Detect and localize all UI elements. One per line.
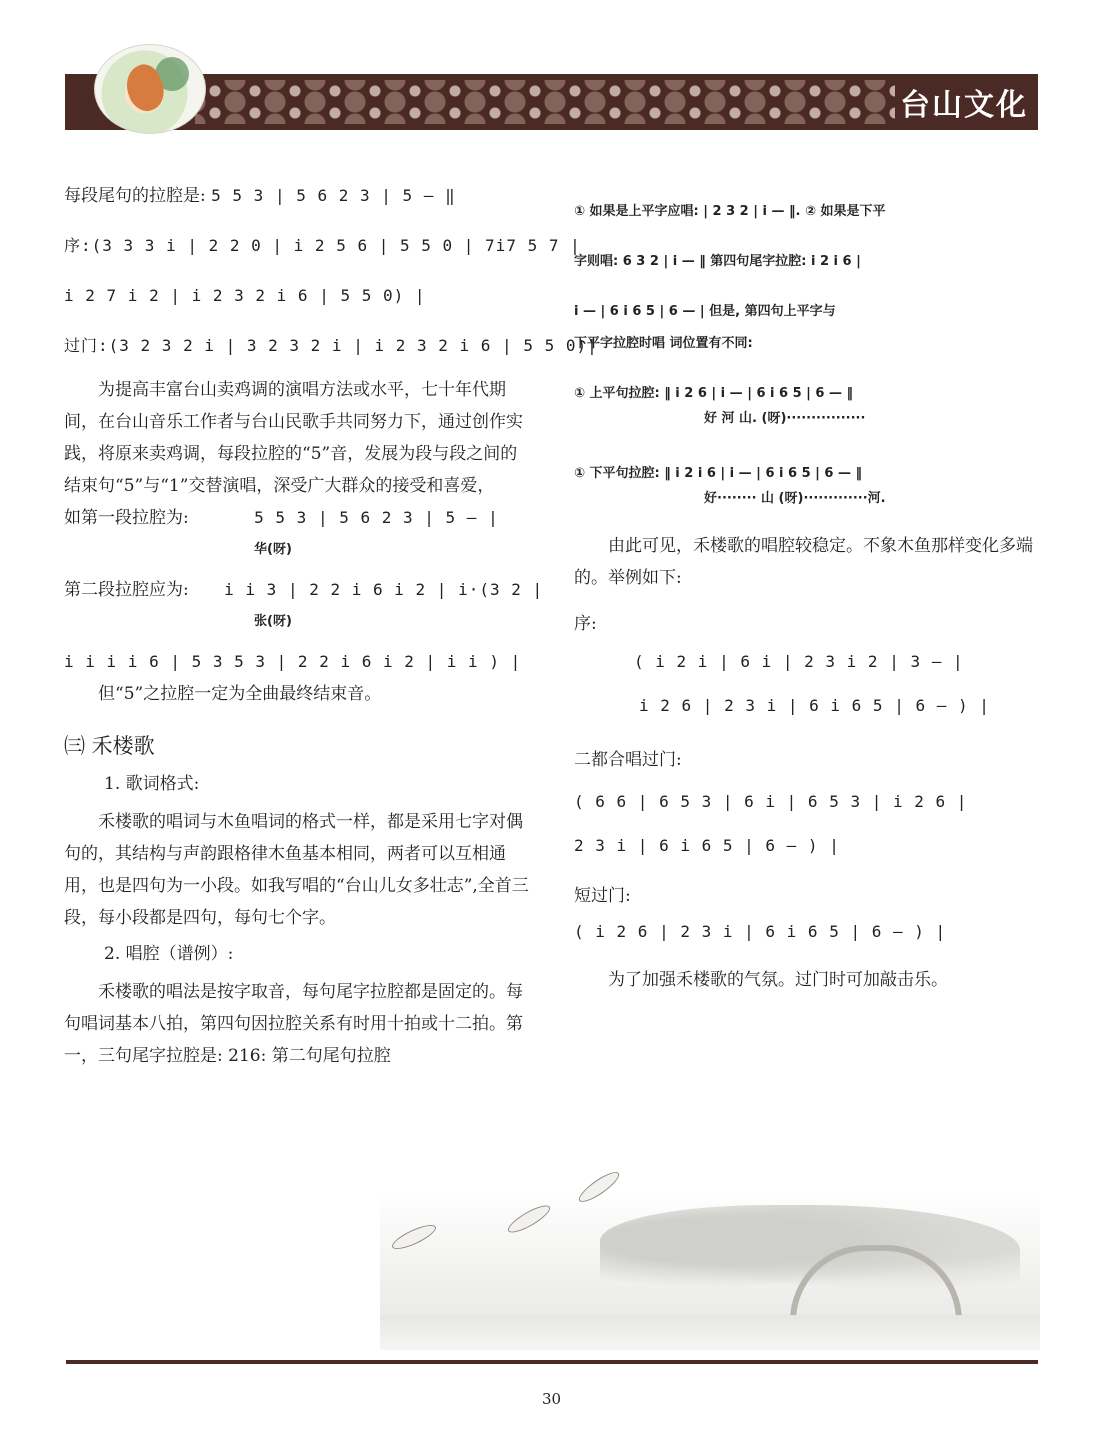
water-surface bbox=[380, 1315, 1040, 1350]
score-line: ( i 2 i | 6 i | 2 3 i 2 | 3 — | bbox=[634, 652, 964, 671]
score-notes: 5 5 3 | 5 6 2 3 | 5 — | bbox=[254, 508, 499, 527]
koi-lotus-logo-icon bbox=[94, 44, 206, 134]
score-line: 字则唱: 6 3 2 | i — ‖ 第四句尾字拉腔: i 2 i 6 | bbox=[574, 254, 861, 269]
paragraph-tail: 如第一段拉腔为: bbox=[64, 508, 189, 528]
subheading: 1. 歌词格式: bbox=[104, 774, 200, 794]
lyric-line: 张(呀) bbox=[254, 614, 292, 629]
score-line: 2 3 i | 6 i 6 5 | 6 — ) | bbox=[574, 836, 840, 855]
score-label: 二都合唱过门: bbox=[574, 750, 682, 770]
header-title: 台山文化 bbox=[900, 88, 1028, 123]
subheading: 2. 唱腔（谱例）: bbox=[104, 944, 234, 964]
lyric-line: 华(呀) bbox=[254, 542, 292, 557]
score-line-4: 过门:(3 2 3 2 i | 3 2 3 2 i | i 2 3 2 i 6 | 5 5 0)| bbox=[64, 336, 598, 355]
score-line: ( i 2 6 | 2 3 i | 6 i 6 5 | 6 — ) | bbox=[574, 922, 947, 941]
score-line-5 bbox=[64, 502, 534, 534]
score-line: i 2 6 | 2 3 i | 6 i 6 5 | 6 — ) | bbox=[639, 696, 990, 715]
page-number: 30 bbox=[541, 1390, 562, 1408]
paragraph: 禾楼歌的唱词与木鱼唱词的格式一样，都是采用七字对偶句的，其结构与声韵跟格律木鱼基本相同，两者可以互相通用，也是四句为一小段。如我写唱的“台山儿女多壮志”,全首三段，每小段都是四句，每句七个字。 bbox=[64, 812, 529, 928]
paragraph: 为提高丰富台山卖鸡调的演唱方法或水平，七十年代期间，在台山音乐工作者与台山民歌手共同努力下，通过创作实践，将原来卖鸡调，每段拉腔的“5”音，发展为段与段之间的结束句“5”与“1”交替演唱，深受广大群众的接受和喜爱， bbox=[64, 380, 523, 496]
score-label: 短过门: bbox=[574, 886, 631, 906]
right-column bbox=[574, 196, 1044, 996]
paragraph: 由此可见，禾楼歌的唱腔较稳定。不象木鱼那样变化多端的。举例如下: bbox=[574, 536, 1033, 588]
paragraph: 但“5”之拉腔一定为全曲最终结束音。 bbox=[98, 684, 382, 704]
header-bar bbox=[65, 74, 1038, 130]
footer-rule bbox=[66, 1360, 1038, 1364]
score-line-1 bbox=[64, 180, 534, 212]
score-line: 下平字拉腔时唱 词位置有不同: bbox=[574, 336, 753, 351]
decorative-pattern bbox=[195, 80, 895, 124]
landscape-illustration bbox=[380, 1150, 1040, 1350]
score-line-6 bbox=[64, 574, 544, 606]
score-line: ① 下平句拉腔: ‖ i 2 i 6 | i — | 6 i 6 5 | 6 — ‖ bbox=[574, 466, 863, 481]
score-line-7: i i i i 6 | 5 3 5 3 | 2 2 i 6 i 2 | i i ) | bbox=[64, 652, 522, 671]
header-title-box bbox=[878, 82, 1028, 122]
score-label: 序: bbox=[574, 614, 597, 634]
score-notes: 5 5 3 | 5 6 2 3 | 5 — ‖ bbox=[211, 186, 456, 205]
score-line: ( 6 6 | 6 5 3 | 6 i | 6 5 3 | i 2 6 | bbox=[574, 792, 968, 811]
paragraph: 为了加强禾楼歌的气氛。过门时可加敲击乐。 bbox=[608, 970, 948, 990]
score-line-2: 序:(3 3 3 i | 2 2 0 | i 2 5 6 | 5 5 0 | 7i7 5 7 | bbox=[64, 236, 581, 255]
score-label: 第二段拉腔应为: bbox=[64, 580, 189, 600]
section-title: ㈢ 禾楼歌 bbox=[64, 734, 155, 758]
paragraph: 禾楼歌的唱法是按字取音，每句尾字拉腔都是固定的。每句唱词基本八拍，第四句因拉腔关系有时用十拍或十二拍。第一，三句尾字拉腔是: 216: 第二句尾句拉腔 bbox=[64, 982, 523, 1066]
score-line: i — | 6 i 6 5 | 6 — | 但是, 第四句上平字与 bbox=[574, 304, 836, 319]
score-label: 每段尾句的拉腔是: bbox=[64, 186, 206, 206]
score-line: ① 如果是上平字应唱: | 2 3 2 | i — ‖. ② 如果是下平 bbox=[574, 204, 886, 219]
score-line-3: i 2 7 i 2 | i 2 3 2 i 6 | 5 5 0) | bbox=[64, 286, 426, 305]
lyric-line: 好········ 山 (呀)·············河. bbox=[704, 491, 886, 506]
score-notes: i i 3 | 2 2 i 6 i 2 | i·(3 2 | bbox=[224, 580, 544, 599]
lyric-line: 好 河 山. (呀)················ bbox=[704, 411, 866, 426]
score-line: ① 上平句拉腔: ‖ i 2 6 | i — | 6 i 6 5 | 6 — ‖ bbox=[574, 386, 854, 401]
left-column bbox=[64, 180, 598, 1072]
